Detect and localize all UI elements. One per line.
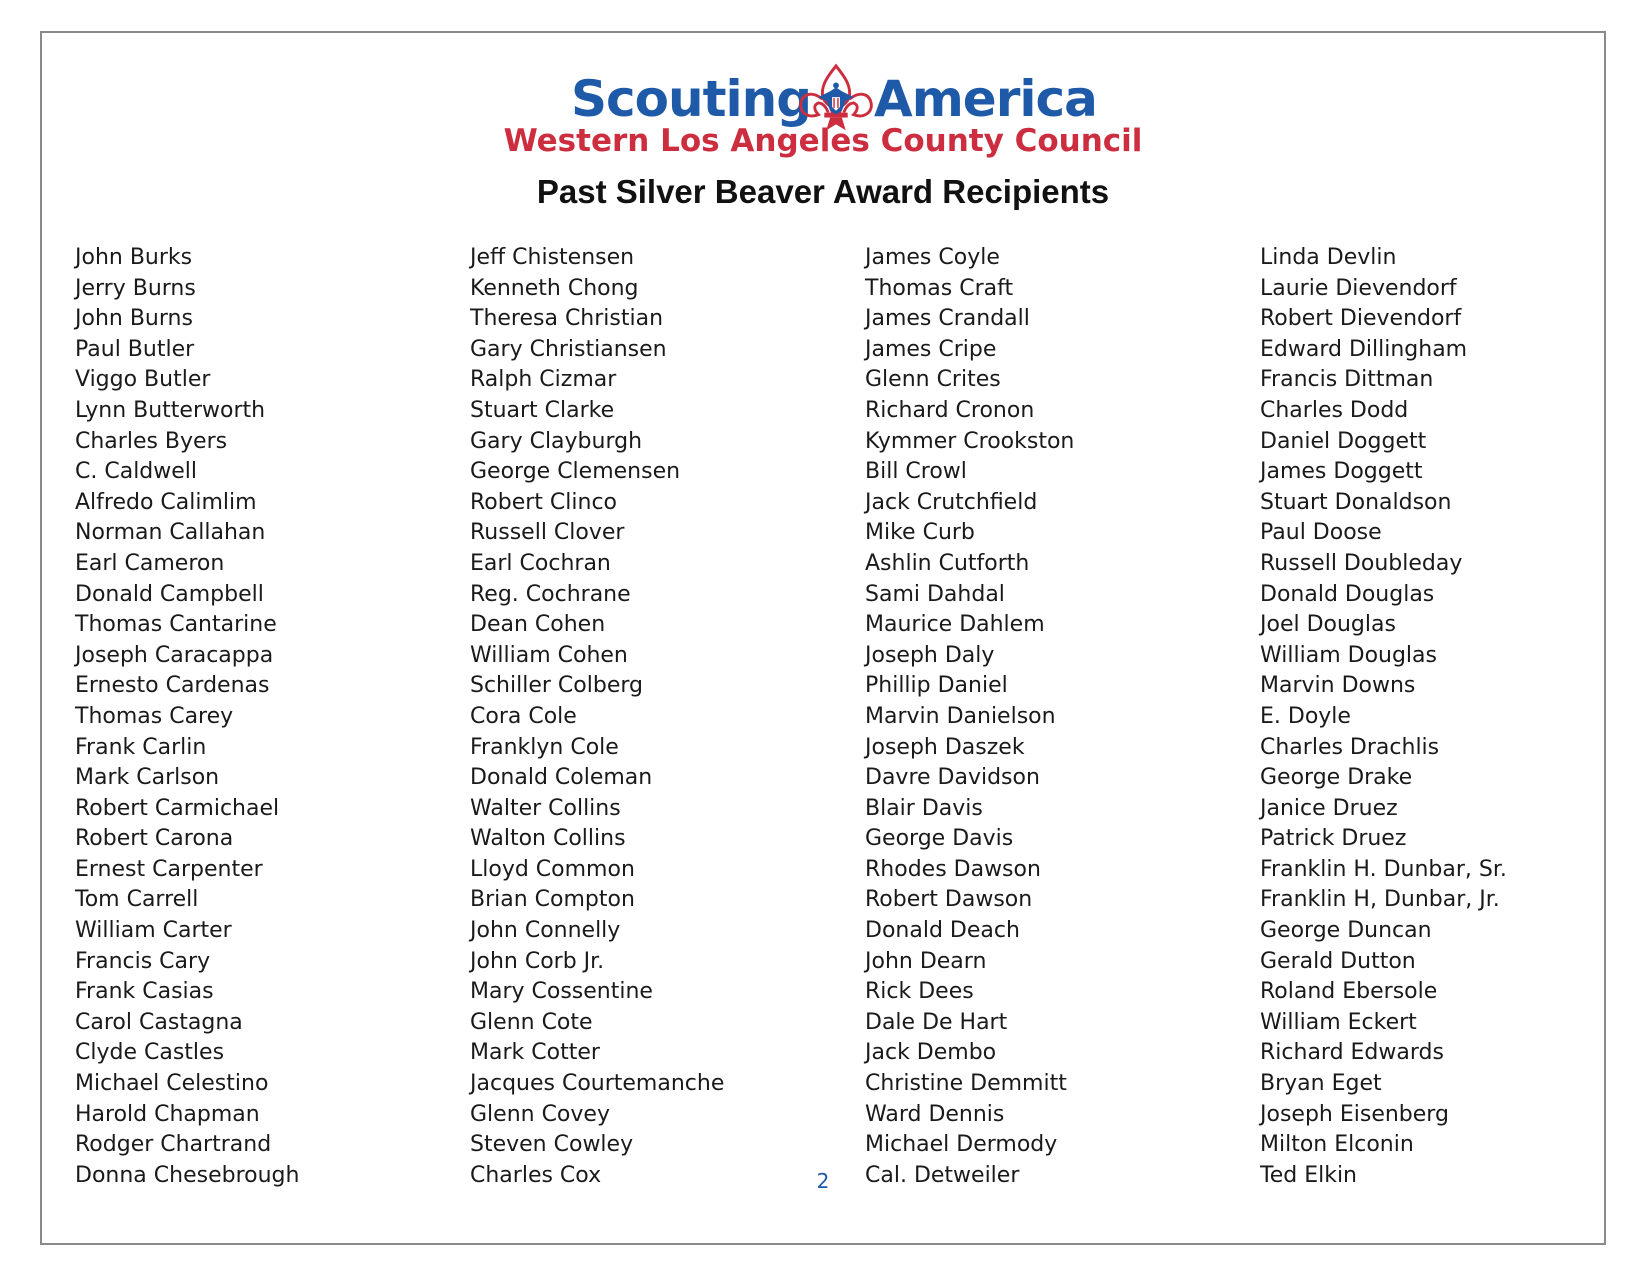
recipient-name: Jack Crutchfield	[865, 489, 1038, 515]
recipient-name: Sami Dahdal	[865, 581, 1005, 607]
recipient-name: Rhodes Dawson	[865, 856, 1041, 882]
recipient-name: Charles Drachlis	[1260, 734, 1440, 760]
recipient-name: Joel Douglas	[1260, 612, 1396, 638]
page-title: Past Silver Beaver Award Recipients	[536, 173, 1110, 210]
recipient-name: William Douglas	[1260, 642, 1437, 668]
recipient-name: Joseph Caracappa	[75, 642, 274, 668]
recipient-name: C. Caldwell	[75, 459, 198, 485]
recipient-name: Edward Dillingham	[1260, 336, 1468, 362]
recipient-name: George Drake	[1260, 765, 1413, 791]
recipients-column-2	[470, 243, 840, 1191]
recipient-name: Phillip Daniel	[865, 673, 1008, 699]
recipient-name: Cora Cole	[470, 703, 577, 729]
recipient-name: John Corb Jr.	[470, 948, 605, 974]
recipient-name: William Carter	[75, 918, 232, 944]
recipient-name: Clyde Castles	[75, 1040, 225, 1066]
recipient-name: Stuart Donaldson	[1260, 489, 1452, 515]
recipient-name: Frank Casias	[75, 979, 214, 1005]
recipient-name: Charles Cox	[470, 1162, 602, 1188]
recipient-name: Frank Carlin	[75, 734, 207, 760]
recipient-name: Ernest Carpenter	[75, 856, 263, 882]
recipient-name: Brian Compton	[470, 887, 635, 913]
recipient-name: Ashlin Cutforth	[865, 550, 1030, 576]
recipient-name: James Crandall	[865, 306, 1030, 332]
logo-word-america: America	[874, 70, 1097, 128]
recipient-name: James Coyle	[865, 245, 1000, 270]
recipient-name: Tom Carrell	[75, 887, 199, 913]
recipient-name: Ted Elkin	[1260, 1162, 1358, 1188]
recipient-name: Joseph Eisenberg	[1260, 1101, 1449, 1127]
recipient-name: Mark Carlson	[75, 765, 220, 791]
page-number: 2	[816, 1169, 830, 1193]
recipient-name: Rodger Chartrand	[75, 1132, 272, 1158]
recipient-name: Franklin H, Dunbar, Jr.	[1260, 887, 1500, 913]
recipient-name: Blair Davis	[865, 795, 983, 821]
recipient-name: James Cripe	[865, 336, 997, 362]
recipient-name: Bill Crowl	[865, 459, 967, 485]
recipient-name: Richard Edwards	[1260, 1040, 1444, 1066]
recipient-name: Donna Chesebrough	[75, 1162, 300, 1188]
recipient-name: Gary Christiansen	[470, 336, 667, 362]
recipient-name: Glenn Cote	[470, 1009, 593, 1035]
recipient-name: Linda Devlin	[1260, 245, 1397, 270]
recipient-name: Jerry Burns	[75, 275, 196, 301]
recipient-name: Joseph Daszek	[865, 734, 1025, 760]
document-page	[40, 31, 1606, 1245]
recipient-name: Charles Byers	[75, 428, 228, 454]
recipient-name: E. Doyle	[1260, 703, 1351, 729]
recipient-name: Harold Chapman	[75, 1101, 260, 1127]
recipient-name: Franklyn Cole	[470, 734, 619, 760]
recipient-name: Theresa Christian	[470, 306, 664, 332]
recipients-list	[75, 243, 1575, 1188]
recipient-name: Robert Clinco	[470, 489, 618, 515]
recipient-name: John Burks	[75, 245, 193, 270]
recipient-name: Robert Carmichael	[75, 795, 280, 821]
recipient-name: Ernesto Cardenas	[75, 673, 270, 699]
recipient-name: Russell Doubleday	[1260, 550, 1463, 576]
recipients-column-3	[865, 243, 1235, 1191]
recipient-name: Charles Dodd	[1260, 397, 1409, 423]
recipient-name: George Clemensen	[470, 459, 681, 485]
recipient-name: Lloyd Common	[470, 856, 635, 882]
recipient-name: Dean Cohen	[470, 612, 606, 638]
recipient-name: Reg. Cochrane	[470, 581, 631, 607]
council-name: Western Los Angeles County Council	[503, 123, 1143, 159]
recipient-name: Walton Collins	[470, 826, 626, 852]
recipient-name: Thomas Cantarine	[75, 612, 277, 638]
recipient-name: Ralph Cizmar	[470, 367, 617, 393]
recipient-name: Robert Carona	[75, 826, 234, 852]
recipient-name: James Doggett	[1260, 459, 1423, 485]
recipient-name: Walter Collins	[470, 795, 621, 821]
recipient-name: Daniel Doggett	[1260, 428, 1427, 454]
recipient-name: Alfredo Calimlim	[75, 489, 257, 515]
recipient-name: Donald Douglas	[1260, 581, 1435, 607]
recipient-name: Mary Cossentine	[470, 979, 653, 1005]
recipient-name: Paul Butler	[75, 336, 195, 362]
recipient-name: Jacques Courtemanche	[470, 1071, 725, 1097]
recipient-name: Francis Cary	[75, 948, 211, 974]
recipient-name: Viggo Butler	[75, 367, 211, 393]
recipient-name: Earl Cameron	[75, 550, 225, 576]
recipient-name: Christine Demmitt	[865, 1071, 1067, 1097]
recipient-name: Patrick Druez	[1260, 826, 1407, 852]
recipient-name: Ward Dennis	[865, 1101, 1005, 1127]
recipient-name: Kymmer Crookston	[865, 428, 1075, 454]
recipient-name: Schiller Colberg	[470, 673, 643, 699]
recipient-name: Glenn Crites	[865, 367, 1001, 393]
recipient-name: Francis Dittman	[1260, 367, 1434, 393]
recipient-name: Jack Dembo	[865, 1040, 997, 1066]
logo-word-scouting: Scouting	[571, 70, 812, 128]
recipient-name: William Cohen	[470, 642, 628, 668]
recipient-name: Franklin H. Dunbar, Sr.	[1260, 856, 1507, 882]
recipient-name: Robert Dievendorf	[1260, 306, 1462, 332]
recipient-name: Donald Coleman	[470, 765, 653, 791]
recipient-name: Dale De Hart	[865, 1009, 1008, 1035]
recipient-name: Gerald Dutton	[1260, 948, 1416, 974]
recipient-name: Kenneth Chong	[470, 275, 639, 301]
recipient-name: Stuart Clarke	[470, 397, 615, 423]
recipient-name: Paul Doose	[1260, 520, 1382, 546]
recipient-name: Steven Cowley	[470, 1132, 634, 1158]
recipient-name: Carol Castagna	[75, 1009, 243, 1035]
recipient-name: Michael Celestino	[75, 1071, 269, 1097]
recipient-name: Laurie Dievendorf	[1260, 275, 1457, 301]
recipient-name: Richard Cronon	[865, 397, 1035, 423]
recipient-name: Milton Elconin	[1260, 1132, 1414, 1158]
recipient-name: Bryan Eget	[1260, 1071, 1382, 1097]
recipient-name: John Dearn	[865, 948, 987, 974]
recipient-name: Gary Clayburgh	[470, 428, 643, 454]
recipient-name: Thomas Craft	[865, 275, 1014, 301]
recipient-name: Cal. Detweiler	[865, 1162, 1020, 1188]
recipients-column-4	[1260, 243, 1630, 1191]
recipient-name: Thomas Carey	[75, 703, 234, 729]
recipient-name: Jeff Chistensen	[470, 245, 635, 270]
recipient-name: Marvin Danielson	[865, 703, 1056, 729]
recipient-name: Roland Ebersole	[1260, 979, 1438, 1005]
recipient-name: Donald Campbell	[75, 581, 264, 607]
recipient-name: Lynn Butterworth	[75, 397, 266, 423]
recipient-name: Michael Dermody	[865, 1132, 1058, 1158]
recipient-name: Glenn Covey	[470, 1101, 610, 1127]
recipient-name: Davre Davidson	[865, 765, 1040, 791]
recipient-name: George Duncan	[1260, 918, 1432, 944]
recipient-name: Earl Cochran	[470, 550, 611, 576]
recipient-name: Janice Druez	[1260, 795, 1398, 821]
recipients-column-1	[75, 243, 445, 1191]
recipient-name: George Davis	[865, 826, 1014, 852]
recipient-name: Mark Cotter	[470, 1040, 600, 1066]
recipient-name: Joseph Daly	[865, 642, 995, 668]
recipient-name: Rick Dees	[865, 979, 974, 1005]
recipient-name: Mike Curb	[865, 520, 975, 546]
recipient-name: Russell Clover	[470, 520, 625, 546]
recipient-name: William Eckert	[1260, 1009, 1417, 1035]
recipient-name: John Burns	[75, 306, 193, 332]
recipient-name: Norman Callahan	[75, 520, 266, 546]
recipient-name: Marvin Downs	[1260, 673, 1416, 699]
recipient-name: John Connelly	[470, 918, 621, 944]
recipient-name: Robert Dawson	[865, 887, 1033, 913]
recipient-name: Donald Deach	[865, 918, 1020, 944]
recipient-name: Maurice Dahlem	[865, 612, 1045, 638]
